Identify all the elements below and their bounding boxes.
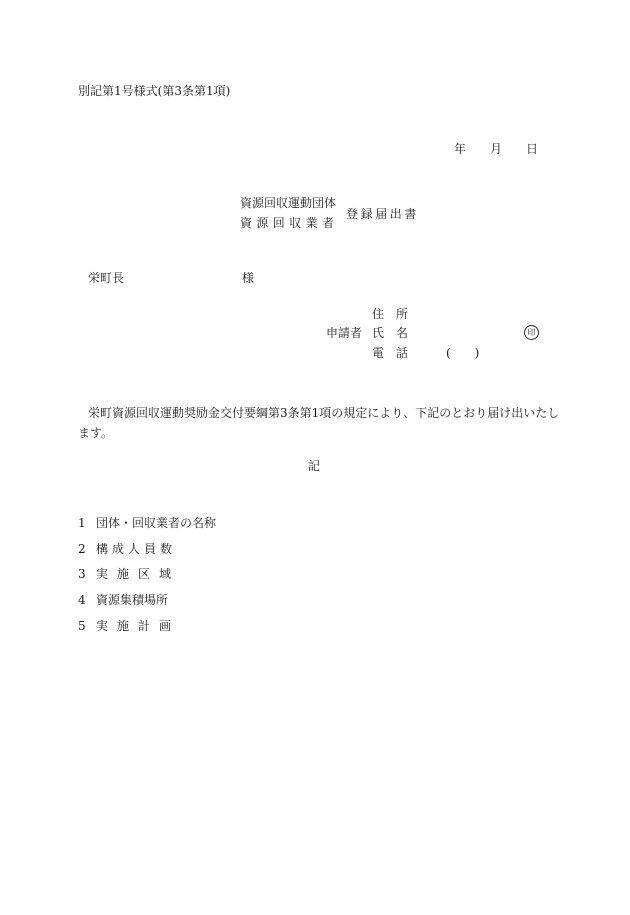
- list-item: 5 実施計画: [78, 619, 181, 633]
- list-item: 3 実施区域: [78, 567, 181, 581]
- list-item: 1 団体・回収業者の名称: [78, 516, 217, 530]
- phone-label: 電 話: [372, 346, 409, 360]
- addressee-honorific: 様: [242, 271, 255, 285]
- phone-parentheses: ( ): [446, 346, 480, 360]
- form-number: 別記第1号様式(第3条第1項): [78, 84, 231, 98]
- list-item: 4 資源集積場所: [78, 593, 169, 607]
- year-label: 年: [454, 142, 467, 156]
- month-label: 月: [490, 142, 503, 156]
- list-item: 2 構成人員数: [78, 542, 177, 556]
- addressee-name: 栄町長: [88, 271, 125, 285]
- applicant-label: 申請者: [326, 326, 363, 340]
- body-paragraph: 栄町資源回収運動奨励金交付要綱第3条第1項の規定により、下記のとおり届け出いたします。: [78, 406, 560, 440]
- title-organization: 資源回収運動団体: [240, 196, 337, 210]
- seal-mark: 印: [524, 325, 539, 340]
- title-collector: 資源回収業者: [240, 216, 339, 230]
- address-label: 住 所: [372, 307, 409, 321]
- ki-heading: 記: [308, 459, 321, 473]
- title-suffix: 登録届出書: [346, 207, 420, 221]
- day-label: 日: [526, 142, 539, 156]
- date-line: [454, 143, 538, 155]
- name-label: 氏 名: [372, 326, 409, 340]
